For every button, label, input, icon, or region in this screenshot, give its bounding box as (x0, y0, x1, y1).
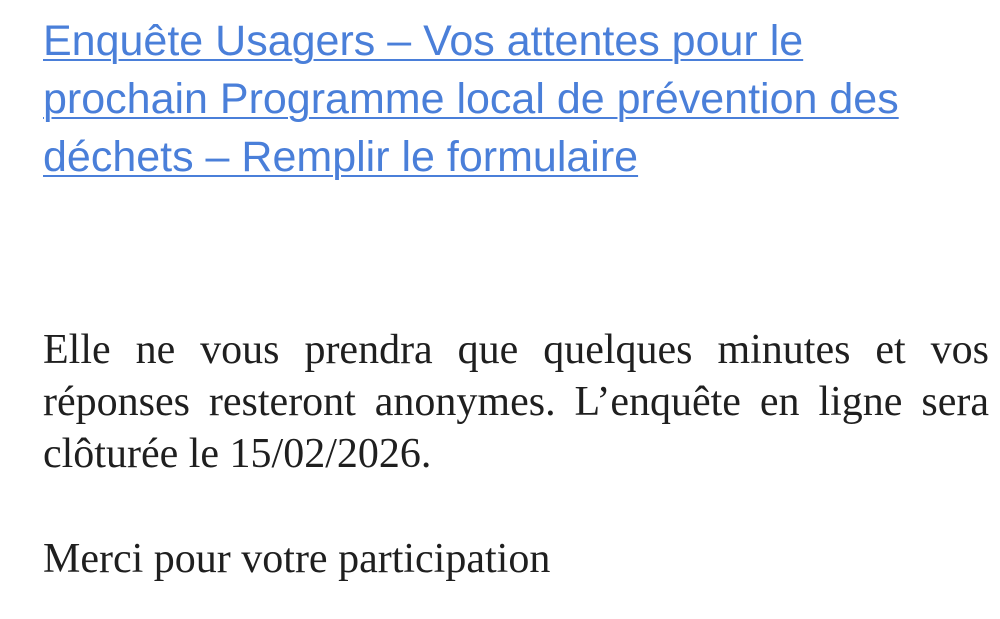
message-content (43, 12, 989, 582)
thanks-paragraph: Merci pour votre participation (43, 536, 551, 582)
survey-form-link[interactable]: Enquête Usagers – Vos attentes pour le prochain Programme local de prévention des déchets – Remplir le formulaire (43, 17, 899, 181)
survey-info-paragraph: Elle ne vous prendra que quelques minutes et vos réponses resteront anonymes. L’enquête en ligne sera clôturée le 15/02/2026. (43, 327, 989, 477)
